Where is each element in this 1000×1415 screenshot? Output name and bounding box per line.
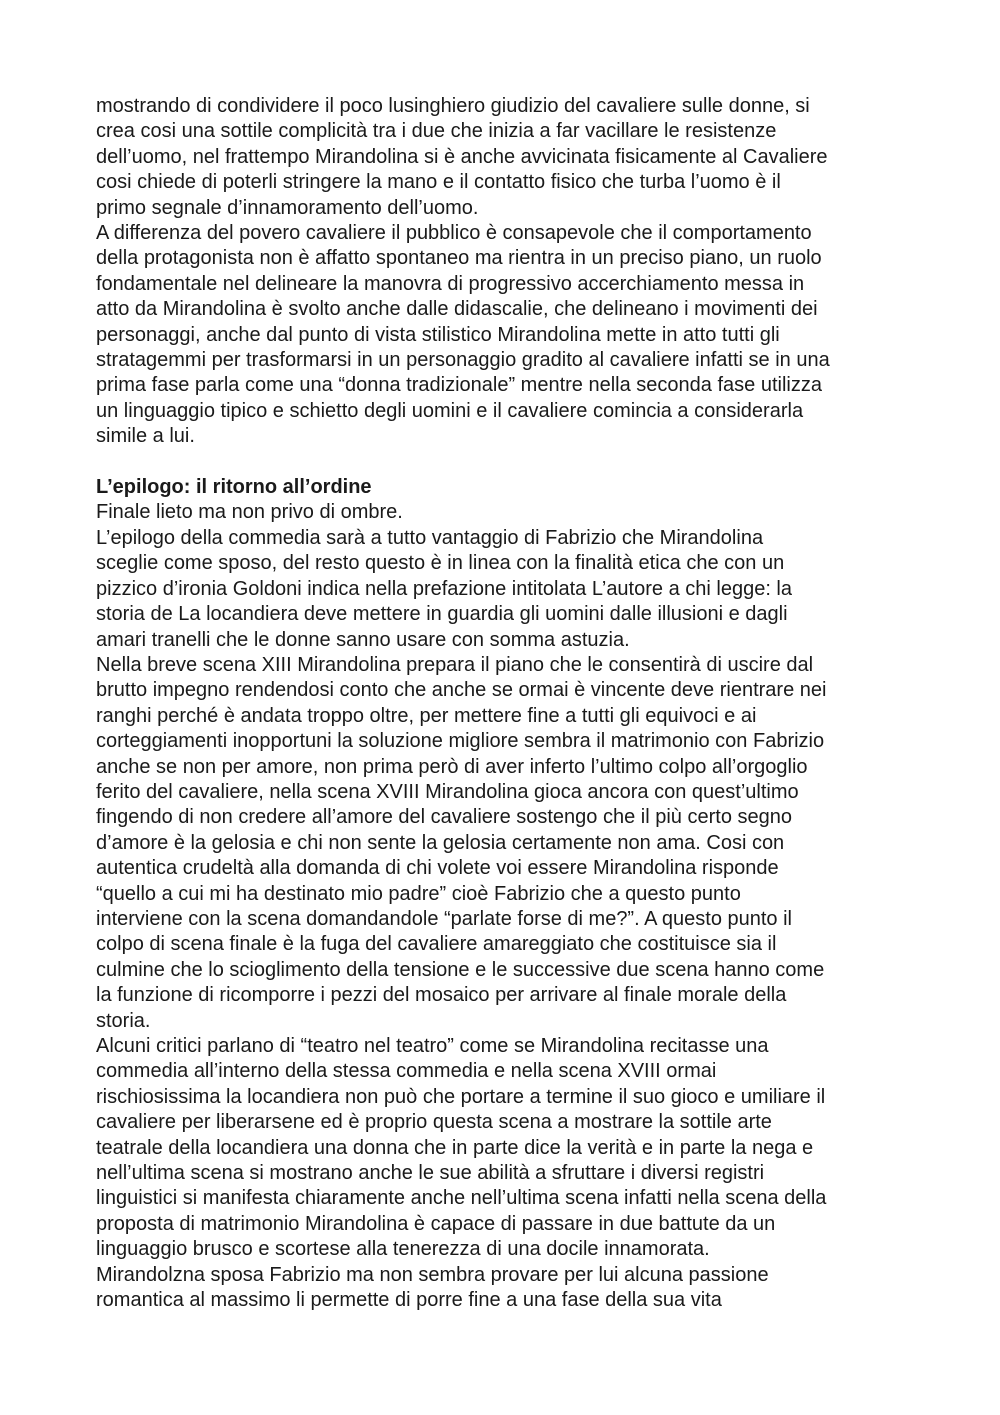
- text-line: teatrale della locandiera una donna che in parte dice la verità e in parte la nega e: [96, 1136, 814, 1159]
- text-line: rischiosissima la locandiera non può che portare a termine il suo gioco e umiliare il: [96, 1085, 826, 1108]
- section-heading: L’epilogo: il ritorno all’ordine: [96, 476, 372, 499]
- text-line: corteggiamenti inopportuni la soluzione migliore sembra il matrimonio con Fabrizio: [96, 730, 825, 753]
- text-line: L’epilogo della commedia sarà a tutto vantaggio di Fabrizio che Mirandolina: [96, 526, 764, 549]
- text-line: un linguaggio tipico e schietto degli uomini e il cavaliere comincia a considerarla: [96, 399, 804, 422]
- text-line: personaggi, anche dal punto di vista stilistico Mirandolina mette in atto tutti gli: [96, 323, 780, 346]
- text-line: sceglie come sposo, del resto questo è in linea con la finalità etica che con un: [96, 552, 785, 575]
- text-line: autentica crudeltà alla domanda di chi volete voi essere Mirandolina risponde: [96, 857, 779, 880]
- text-line: la funzione di ricomporre i pezzi del mosaico per arrivare al finale morale della: [96, 984, 787, 1007]
- text-line: nell’ultima scena si mostrano anche le sue abilità a sfruttare i diversi registri: [96, 1162, 765, 1185]
- text-line: amari tranelli che le donne sanno usare con somma astuzia.: [96, 628, 630, 651]
- text-line: anche se non per amore, non prima però di aver inferto l’ultimo colpo all’orgoglio: [96, 755, 808, 778]
- text-line: prima fase parla come una “donna tradizionale” mentre nella seconda fase utilizza: [96, 374, 822, 397]
- text-line: brutto impegno rendendosi conto che anche se ormai è vincente deve rientrare nei: [96, 679, 827, 702]
- text-line: Mirandolzna sposa Fabrizio ma non sembra provare per lui alcuna passione: [96, 1263, 769, 1286]
- text-line: A differenza del povero cavaliere il pubblico è consapevole che il comportamento: [96, 222, 812, 245]
- text-line: mostrando di condividere il poco lusinghiero giudizio del cavaliere sulle donne, si: [96, 95, 810, 117]
- text-line: della protagonista non è affatto spontaneo ma rientra in un preciso piano, un ruolo: [96, 247, 822, 270]
- paragraph-gap: [96, 450, 916, 475]
- text-line: romantica al massimo li permette di porre fine a una fase della sua vita: [96, 1289, 722, 1312]
- text-line: stratagemmi per trasformarsi in un personaggio gradito al cavaliere infatti se in una: [96, 349, 830, 372]
- section-body-2: [96, 500, 916, 1313]
- text-line: primo segnale d’innamoramento dell’uomo.: [96, 196, 479, 219]
- text-line: d’amore è la gelosia e chi non sente la gelosia certamente non ama. Cosi con: [96, 831, 785, 854]
- text-line: linguistici si manifesta chiaramente anche nell’ultima scena infatti nella scena della: [96, 1187, 827, 1210]
- section-body-1: [96, 94, 916, 450]
- document-page: [96, 94, 916, 1313]
- text-line: simile a lui.: [96, 425, 195, 448]
- text-line: crea cosi una sottile complicità tra i due che inizia a far vacillare le resistenze: [96, 120, 777, 143]
- text-line: commedia all’interno della stessa commedia e nella scena XVIII ormai: [96, 1060, 717, 1083]
- text-line: proposta di matrimonio Mirandolina è capace di passare in due battute da un: [96, 1212, 776, 1235]
- text-line: linguaggio brusco e scortese alla tenerezza di una docile innamorata.: [96, 1238, 710, 1261]
- text-line: Nella breve scena XIII Mirandolina prepara il piano che le consentirà di uscire dal: [96, 653, 814, 676]
- text-line: ranghi perché è andata troppo oltre, per mettere fine a tutti gli equivoci e ai: [96, 704, 757, 727]
- text-line: storia de La locandiera deve mettere in guardia gli uomini dalle illusioni e dagli: [96, 603, 788, 626]
- text-line: culmine che lo scioglimento della tensione e le successive due scena hanno come: [96, 958, 825, 981]
- text-line: dell’uomo, nel frattempo Mirandolina si è anche avvicinata fisicamente al Cavaliere: [96, 145, 828, 168]
- text-line: colpo di scena finale è la fuga del cavaliere amareggiato che costituisce sia il: [96, 933, 777, 956]
- text-line: cavaliere per liberarsene ed è proprio questa scena a mostrare la sottile arte: [96, 1111, 772, 1134]
- text-line: “quello a cui mi ha destinato mio padre” cioè Fabrizio che a questo punto: [96, 882, 741, 905]
- text-line: atto da Mirandolina è svolto anche dalle didascalie, che delineano i movimenti dei: [96, 298, 818, 321]
- text-line: fondamentale nel delineare la manovra di progressivo accerchiamento messa in: [96, 272, 805, 295]
- text-line: fingendo di non credere all’amore del cavaliere sostengo che il più certo segno: [96, 806, 792, 829]
- text-line: cosi chiede di poterli stringere la mano e il contatto fisico che turba l’uomo è il: [96, 171, 781, 194]
- text-line: ferito del cavaliere, nella scena XVIII Mirandolina gioca ancora con quest’ultimo: [96, 780, 799, 803]
- text-line: interviene con la scena domandandole “parlate forse di me?”. A questo punto il: [96, 907, 792, 930]
- text-line: Alcuni critici parlano di “teatro nel teatro” come se Mirandolina recitasse una: [96, 1035, 769, 1058]
- text-line: Finale lieto ma non privo di ombre.: [96, 501, 403, 524]
- text-line: pizzico d’ironia Goldoni indica nella prefazione intitolata L’autore a chi legge: la: [96, 577, 792, 600]
- text-line: storia.: [96, 1009, 151, 1032]
